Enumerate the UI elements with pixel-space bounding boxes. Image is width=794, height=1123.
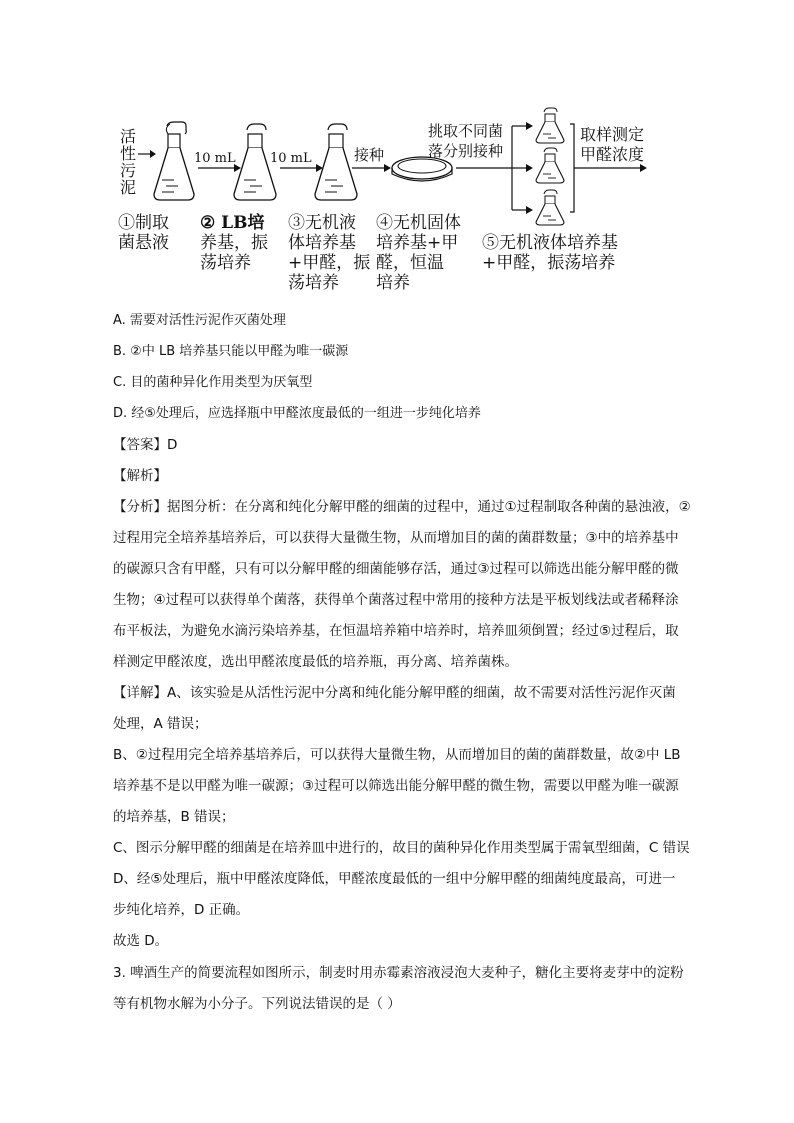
bracket (570, 124, 574, 212)
step4-line2: 培养基+甲 (376, 233, 459, 253)
option-b: B. ②中 LB 培养基只能以甲醛为唯一碳源 (113, 344, 349, 359)
step3-line2: 体培养基 (288, 233, 356, 253)
detail-line: C、图示分解甲醛的细菌是在培养皿中进行的，故目的菌种异化作用类型属于需氧型细菌，C 错误 (113, 840, 690, 856)
detail-line: 处理，A 错误； (113, 716, 208, 732)
detail-line: 培养基不是以甲醛为唯一碳源；③过程可以筛选出能分解甲醛的微生物，需要以甲醛为唯一碳源 (113, 778, 679, 794)
step2-line3: 荡培养 (200, 253, 251, 273)
step4-line3: 醛，恒温 (376, 253, 444, 273)
arrowhead-5 (640, 164, 647, 172)
arrow3-label: 接种 (354, 146, 385, 164)
analysis-line: 的碳源只含有甲醛，只有可以分解甲醛的细菌能够存活，通过③过程可以筛选出能分解甲醛的微 (113, 561, 679, 577)
sludge-label-3: 污 (120, 161, 137, 180)
arrow1-label: 10 mL (194, 151, 236, 166)
analysis-title: 【解析】 (113, 468, 167, 484)
analysis-line: 【分析】据图分析：在分离和纯化分解甲醛的细菌的过程中，通过①过程制取各种菌的悬浊液，② (113, 499, 691, 515)
step2-line2: 养基，振 (200, 233, 268, 253)
small-flask-icon-3 (536, 190, 564, 225)
step4-line1: ④无机固体 (376, 213, 461, 233)
detail-line: B、②过程用完全培养基培养后，可以获得大量微生物，从而增加目的菌的菌群数量，故②中 LB (113, 747, 681, 763)
step3-line1: ③无机液 (288, 213, 356, 233)
end-label-1: 取样测定 (580, 125, 645, 144)
flask-icon-3 (315, 124, 357, 200)
petri-dish-icon (392, 157, 452, 181)
detail-line: 故选 D。 (113, 933, 169, 949)
sludge-label-4: 泥 (120, 178, 137, 197)
step3-line4: 荡培养 (288, 273, 339, 293)
branch-bot-head (526, 206, 533, 214)
detail-line: 的培养基，B 错误； (113, 809, 235, 825)
experiment-flow-diagram (112, 100, 672, 300)
analysis-line: 布平板法，为避免水滴污染培养基，在恒温培养箱中培养时，培养皿须倒置；经过⑤过程后，取 (113, 623, 679, 639)
arrowhead-0 (150, 150, 156, 158)
detail-line: D、经⑤处理后，瓶中甲醛浓度降低，甲醛浓度最低的一组中分解甲醛的细菌纯度最高，可进一 (113, 871, 676, 887)
step5-line2: +甲醛，振荡培养 (482, 253, 616, 273)
option-d: D. 经⑤处理后，应选择瓶中甲醛浓度最低的一组进一步纯化培养 (113, 406, 481, 421)
question3-line: 等有机物水解为小分子。下列说法错误的是（ ） (113, 996, 401, 1012)
step5-line1: ⑤无机液体培养基 (482, 233, 618, 253)
sludge-label-2: 性 (120, 144, 137, 163)
sludge-label-1: 活 (120, 127, 137, 146)
detail-line: 【详解】A、该实验是从活性污泥中分离和纯化能分解甲醛的细菌，故不需要对活性污泥作灭菌 (113, 685, 676, 701)
branch-top-head (526, 122, 533, 130)
end-label-2: 甲醛浓度 (580, 145, 645, 164)
answer: 【答案】D (113, 437, 178, 453)
analysis-line: 过程用完全培养基培养后，可以获得大量微生物，从而增加目的菌的菌群数量；③中的培养基中 (113, 530, 679, 546)
analysis-line: 样测定甲醛浓度，选出甲醛浓度最低的培养瓶，再分离、培养菌株。 (113, 654, 518, 670)
step2-line1: ② LB培 (200, 213, 265, 233)
arrow2-label: 10 mL (270, 151, 312, 166)
analysis-line: 生物；④过程可以获得单个菌落，获得单个菌落过程中常用的接种方法是平板划线法或者稀释涂 (113, 592, 679, 608)
small-flask-icon-2 (536, 148, 564, 183)
small-flask-icon-1 (536, 108, 564, 143)
arrow4-label-1: 挑取不同菌 (428, 122, 504, 140)
arrow4-label-2: 落分别接种 (428, 142, 504, 160)
step4-line4: 培养 (376, 273, 410, 293)
step1-line1: ①制取 (118, 213, 169, 233)
step3-line3: +甲醛，振 (288, 253, 371, 273)
arrowhead-3 (384, 164, 391, 172)
detail-line: 步纯化培养，D 正确。 (113, 902, 250, 918)
option-a: A. 需要对活性污泥作灭菌处理 (113, 313, 286, 328)
branch-mid-head (526, 164, 533, 172)
question3-line: 3. 啤酒生产的简要流程如图所示，制麦时用赤霉素溶液浸泡大麦种子，糖化主要将麦芽中的淀粉 (113, 965, 684, 981)
flask-icon-1 (154, 122, 194, 200)
step1-line2: 菌悬液 (118, 233, 169, 253)
option-c: C. 目的菌种异化作用类型为厌氧型 (113, 375, 313, 390)
